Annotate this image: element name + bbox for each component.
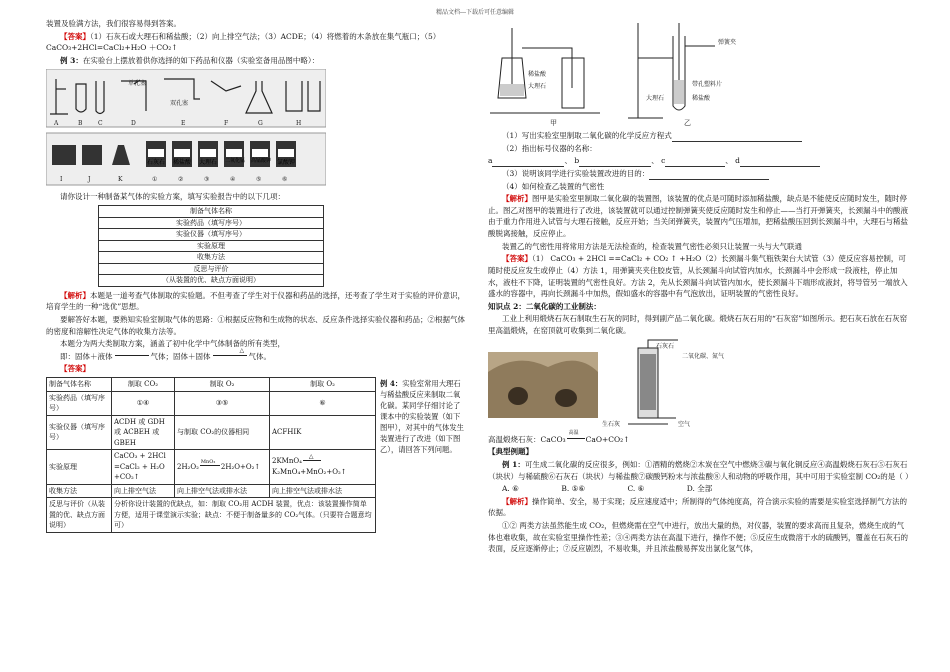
- example-1-analysis-text: 操作简单、安全，易于实现；反应速度适中；所制得的气体纯度高，符合演示实验的需要是实验室选择制气方法的依据。: [488, 496, 907, 518]
- tag-plate: 带孔塑料片: [692, 81, 723, 88]
- cell: 向上排空气法: [112, 484, 175, 498]
- kiln-caption: [488, 430, 910, 446]
- cell: [175, 450, 270, 485]
- tag-acid-yi: 稀盐酸: [692, 95, 711, 102]
- cell: CaCO₃ + 2HCl =CaCl₂ + H₂O +CO₂↑: [112, 450, 175, 485]
- cell: 分析你设计装置的优缺点，如：制取 CO₂用 ACDH 装置，优点：该装置操作简单方便，适用于课堂演示实验；缺点：不便于制备量多的 CO₂气体。（只要符合题意均可）: [112, 498, 376, 533]
- report-row: 收集方法: [99, 252, 324, 264]
- answer-blank: [672, 133, 802, 142]
- label-I: I: [60, 175, 63, 183]
- arrow-line-heat: [213, 347, 247, 356]
- cell: ①④: [112, 391, 175, 415]
- cell: 实验仪器（填写序号）: [47, 415, 112, 450]
- kiln-condition: 高温: [568, 430, 579, 437]
- example-1-label: 例 1：: [502, 459, 525, 469]
- label-K: K: [118, 175, 123, 183]
- cell: 实验原理: [47, 450, 112, 485]
- formula-c: 气体。: [248, 351, 271, 361]
- tag-marble-yi: 大理石: [646, 95, 665, 102]
- option-a: A. ⑥: [502, 484, 519, 494]
- question-3-text: （3）说明该同学进行实验装置改进的目的：: [502, 168, 650, 178]
- cell: 实验药品（填写序号）: [47, 391, 112, 415]
- kiln-arrow: [567, 430, 585, 439]
- tag-mno2: 二氧化锰: [225, 157, 246, 164]
- option-b: B. ⑤⑥: [561, 484, 586, 494]
- apparatus-drawing: [46, 69, 326, 189]
- kiln-figure: [488, 338, 910, 434]
- question-2-blanks: a 、 b 、 c 、 d: [488, 155, 910, 167]
- kiln-caption-a: 高温煅烧石灰：CaCO₃: [488, 434, 566, 444]
- answer-1: [46, 31, 466, 54]
- answer-2-label: 【答案】: [60, 364, 90, 374]
- tag-marble-jia: 大理石: [528, 83, 547, 90]
- answer-4-label: 【答案】: [502, 254, 532, 264]
- report-row: 实验仪器（填写序号）: [99, 229, 324, 241]
- option-c: C. ⑥: [627, 484, 645, 494]
- analysis-4-label: 【解析】: [502, 194, 532, 204]
- example-1-text: 可生成二氧化碳的反应很多，例如：①酒精的燃烧②木炭在空气中燃烧③碳与氧化铜反应④高温煅烧石灰石⑤石灰石（块状）与稀硫酸⑥石灰石（块状）与稀盐酸⑦碳酸钙粉末与浓盐酸⑧人和动物的呼吸作用，其中可用于实验室制 CO₂的是（ ）: [488, 459, 913, 481]
- cell: 制取 O₂: [175, 378, 270, 392]
- label-F: F: [224, 119, 229, 127]
- answer-table: [46, 377, 376, 533]
- eq-arrow-heat: [303, 452, 321, 461]
- blank-a: [492, 158, 564, 167]
- apparatus-figure: [46, 69, 466, 189]
- tag-clamp: 弹簧夹: [718, 39, 737, 46]
- cell: 反思与评价（从装置的优、缺点方面说明）: [47, 498, 112, 533]
- label-D: D: [131, 119, 136, 127]
- eq-arrow: [200, 459, 220, 466]
- tag-dilute-hcl: 稀盐酸: [173, 158, 192, 166]
- label-C: C: [98, 119, 103, 127]
- tag-kmno4: 高锰酸钾: [251, 157, 272, 164]
- answer-4-eq: （1） CaCO₃ + 2HCl ==CaCl₂ + CO₂ ↑ +H₂O: [532, 254, 702, 264]
- example-1-analysis: [488, 496, 910, 519]
- report-table: [98, 205, 324, 287]
- fig-yi-label: 乙: [684, 119, 691, 127]
- tag-kiln-input: 石灰石: [656, 342, 675, 350]
- question-1-text: （1）写出实验室里制取二氧化碳的化学反应方程式: [502, 131, 672, 140]
- intro-text: 装置及验满方法，我们很容易得到答案。: [46, 19, 181, 28]
- example-1-analysis-label: 【解析】: [502, 496, 532, 506]
- kiln-photo: [488, 352, 598, 418]
- eq-h2o2: 2H₂O₂: [177, 462, 199, 471]
- tag-single-stopper: 单孔塞: [128, 79, 147, 87]
- cell: 向上排空气法或排水法: [175, 484, 270, 498]
- eq-catalyst: MnO₂: [200, 459, 216, 465]
- kiln-caption-b: CaO+CO₂↑: [585, 434, 630, 444]
- question-2: （2）指出标号仪器的名称：: [502, 143, 597, 153]
- eq-h2o2-product: 2H₂O+O₂↑: [220, 462, 261, 471]
- answer-4-text: （2）长颈漏斗集气瓶铁架台大试管（3）使反应容易控制，可随时使反应发生或停止（4）方法 1，用弹簧夹夹住胶皮管，从长颈漏斗向试管内加水，长颈漏斗中会形成一段液柱，停止加水，液柱不下降，证明装置的气密性良好。方法 2，先从长颈漏斗向试管内加水，使长颈漏斗下端形成液封，将导管另一端放入盛水的容器中，再向长颈漏斗中加热，假如盛水的容器中有气泡放出，证明装置的气密性良好。: [488, 254, 908, 299]
- example-1-options: [488, 483, 910, 495]
- cell: ⑥: [270, 391, 376, 415]
- analysis-4: [488, 193, 910, 240]
- arrow-line: [115, 355, 149, 356]
- answer-2: [46, 363, 466, 375]
- label-3: ③: [204, 175, 210, 183]
- label-B: B: [78, 119, 83, 127]
- eq-heat: △: [308, 452, 314, 460]
- label-5: ⑤: [256, 175, 262, 183]
- label-4: ④: [230, 175, 236, 183]
- tag-kiln-gas: 二氧化碳、氮气: [682, 352, 725, 360]
- option-d: D. 全部: [686, 484, 713, 494]
- example-3-text: 在实验台上摆放着供你选择的如下药品和仪器（实验室备用品图中略）：: [82, 55, 320, 65]
- example-1-analysis-p2: ①② 两类方法虽然能生成 CO₂，但燃烧需在空气中进行，放出大量的热，对仪器，装置的要求高而且复杂，燃烧生成的气体也难收集，故在实验室里操作性差；③④两类方法在高温下进行，操作不便；⑤反应生成微溶于水的硫酸钙，覆盖在石灰石的表面，反应逐渐停止；⑦反应剧烈，不易收集，并且浓盐酸易挥发出氯化氢气体，: [488, 521, 908, 554]
- cell: 与制取 CO₂的仪器相同: [175, 415, 270, 450]
- example-3-label: 例 3：: [60, 55, 83, 65]
- formula-b: 气体；固体＋固体: [150, 351, 211, 361]
- report-row: 实验原理: [99, 240, 324, 252]
- blank-d: [740, 158, 820, 167]
- cell: 制取 O₂: [270, 378, 376, 392]
- blank-a-label: a: [488, 156, 493, 166]
- cell: [270, 450, 376, 485]
- example-4: [380, 379, 466, 456]
- answer-1-label: 【答案】: [60, 31, 90, 41]
- label-2: ②: [178, 175, 184, 183]
- example-4-label: 例 4：: [380, 379, 403, 388]
- tag-kiln-quicklime: 生石灰: [602, 420, 621, 428]
- label-1: ①: [152, 175, 158, 183]
- cell: ACFHIK: [270, 415, 376, 450]
- design-prompt: 请你设计一种制备某气体的实验方案，填写实验报告中的以下几项：: [60, 191, 285, 201]
- example-1: [488, 459, 913, 482]
- report-row: 制备气体名称: [99, 206, 324, 218]
- label-6: ⑥: [282, 175, 288, 183]
- blank-c: [665, 158, 725, 167]
- knowledge-point-2-title: 知识点 2：二氧化碳的工业制法：: [488, 301, 601, 311]
- answer-blank: [649, 171, 769, 180]
- blank-b: [579, 158, 651, 167]
- fig-jia-label: 甲: [550, 119, 557, 127]
- question-3: [488, 168, 910, 180]
- label-G: G: [258, 119, 263, 127]
- answer-1-text: （1）石灰石或大理石和稀盐酸；（2）向上排空气法；（3）ACDE；（4）将燃着的木条放在集气瓶口；（5）CaCO₃+2HCl=CaCl₂+H₂O ＋CO₂↑: [46, 31, 441, 53]
- knowledge-point-2-text: 工业上利用煅烧石灰石制取生石灰的同时，得到副产品二氧化碳。煅烧石灰石用的“石灰窑”如图所示。把石灰石放在石灰窑里高温煅烧，在窑顶就可收集到二氧化碳。: [488, 314, 908, 335]
- tag-limestone: 石灰石: [147, 158, 166, 166]
- blank-c-label: c: [661, 156, 666, 166]
- eq-kmno4-product: K₂MnO₄+MnO₂+O₂↑: [272, 467, 347, 476]
- label-H: H: [296, 119, 302, 127]
- cell: ③⑤: [175, 391, 270, 415]
- cell: 制备气体名称: [47, 378, 112, 392]
- blank-d-label: d: [735, 156, 740, 166]
- cell: ACDH 或 GDH 或 ACBEH 或 GBEH: [112, 415, 175, 450]
- analysis-3-label: 【解析】: [60, 290, 90, 300]
- question-4: （4）如何检查乙装置的气密性: [502, 181, 605, 191]
- tag-marble: 大理石: [199, 158, 218, 166]
- report-row: （从装置的优、缺点方面说明）: [99, 275, 324, 287]
- report-row: 反思与评价: [99, 263, 324, 275]
- analysis-3: [46, 290, 466, 313]
- question-1: [488, 130, 910, 142]
- analysis-3-text: 本题是一道考查气体制取的实验题。不但考查了学生对于仪器和药品的选择，还考查了学生对于实验的评价意识，培育学生的一种“选优”思想。: [46, 290, 465, 312]
- example-4-text: 实验室常用大理石与稀盐酸反应来制取二氧化碳。某同学仔细讨论了课本中的实验装置（如下图甲），对其中的气体发生装置进行了改进（如下图乙），请回答下列问题。: [380, 379, 464, 454]
- cell: 制取 CO₂: [112, 378, 175, 392]
- apparatus-jia-yi: [488, 18, 910, 130]
- tag-kiln-air: 空气: [678, 420, 691, 428]
- eq-kmno4: 2KMnO₄: [272, 457, 302, 466]
- typical-examples-title: 【典型例题】: [488, 447, 533, 457]
- label-A: A: [54, 119, 59, 127]
- analysis-4-p2: 装置乙的气密性用将常用方法是无法检查的，检查装置气密性必须只让装置一头与大气联通: [502, 241, 802, 251]
- cell: 向上排空气法或排水法: [270, 484, 376, 498]
- page-header: 精品文档---下载后可任意编辑: [435, 9, 515, 16]
- analysis-3-p2: 要解答好本题，要熟知实验室制取气体的思路：①根据反应物和生成物的状态、反应条件选择实验仪器和药品；②根据气体的密度和溶解性决定气体的收集方法等。: [46, 314, 465, 336]
- analysis-3-p3: 本题分为两大类制取方案，涵盖了初中化学中气体制备的所有类型，: [60, 339, 285, 349]
- tag-double-stopper: 双孔塞: [170, 99, 189, 107]
- heat-symbol: △: [239, 347, 245, 355]
- cell: 收集方法: [47, 484, 112, 498]
- tag-kclo3: 氯酸钾: [277, 158, 296, 166]
- right-column: [488, 18, 913, 556]
- formula-a: 即：固体＋液体: [60, 351, 113, 361]
- label-J: J: [88, 175, 91, 183]
- blank-b-label: b: [574, 156, 580, 166]
- label-E: E: [181, 119, 186, 127]
- answer-4: [488, 253, 910, 300]
- tag-acid-jia: 稀盐酸: [528, 71, 547, 78]
- analysis-3-p4: [46, 347, 466, 363]
- report-row: 实验药品（填写序号）: [99, 217, 324, 229]
- analysis-4-text: 图甲是实验室里制取二氧化碳的装置图，该装置的优点是可随时添加稀盐酸，缺点是不能使反应随时发生，随时停止。图乙对图甲的装置进行了改进，该装置就可以通过控制弹簧夹使反应随时发生和停止——当打开弹簧夹，长颈漏斗中的酸液由于重力作用进入试管与大理石接触，反应开始；当关闭弹簧夹，装置内气压增加，把稀盐酸压回到长颈漏斗中，大理石与稀盐酸脱离接触，反应停止。: [488, 194, 908, 238]
- example-3: [46, 55, 466, 67]
